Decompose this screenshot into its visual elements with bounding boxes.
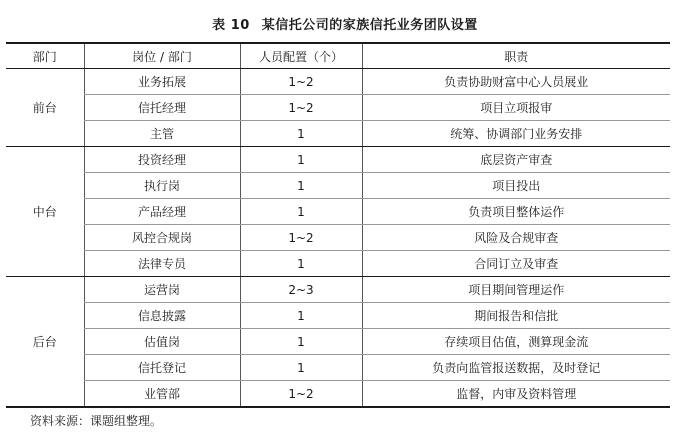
duty-cell: 统筹、协调部门业务安排 <box>362 121 670 147</box>
table-number: 表 10 <box>212 18 250 33</box>
post-cell: 业管部 <box>84 381 240 408</box>
table-row <box>6 225 670 251</box>
post-cell: 产品经理 <box>84 199 240 225</box>
header-row <box>6 43 670 69</box>
table-row <box>6 69 670 95</box>
duty-cell: 负责向监管报送数据，及时登记 <box>362 355 670 381</box>
table-row <box>6 121 670 147</box>
staff-cell: 1~2 <box>240 381 362 408</box>
staff-cell: 1 <box>240 173 362 199</box>
duty-cell: 风险及合规审查 <box>362 225 670 251</box>
department-cell: 后台 <box>6 277 84 408</box>
table-row <box>6 95 670 121</box>
table-row <box>6 303 670 329</box>
department-cell: 中台 <box>6 147 84 277</box>
duty-cell: 监督，内审及资料管理 <box>362 381 670 408</box>
table-row <box>6 277 670 303</box>
post-cell: 风控合规岗 <box>84 225 240 251</box>
post-cell: 运营岗 <box>84 277 240 303</box>
staff-cell: 1 <box>240 251 362 277</box>
post-cell: 信息披露 <box>84 303 240 329</box>
staff-cell: 1~2 <box>240 69 362 95</box>
source-note: 资料来源：课题组整理。 <box>30 414 163 428</box>
duty-cell: 项目投出 <box>362 173 670 199</box>
duty-cell: 负责项目整体运作 <box>362 199 670 225</box>
post-cell: 主管 <box>84 121 240 147</box>
post-cell: 信托登记 <box>84 355 240 381</box>
table-row <box>6 329 670 355</box>
table-caption <box>0 14 690 33</box>
duty-cell: 项目立项报审 <box>362 95 670 121</box>
table-row <box>6 355 670 381</box>
staff-cell: 1 <box>240 355 362 381</box>
table-row <box>6 173 670 199</box>
table-row <box>6 147 670 173</box>
duty-cell: 负责协助财富中心人员展业 <box>362 69 670 95</box>
header-staff: 人员配置（个） <box>240 43 362 69</box>
post-cell: 执行岗 <box>84 173 240 199</box>
staff-cell: 1 <box>240 303 362 329</box>
duty-cell: 合同订立及审查 <box>362 251 670 277</box>
staff-cell: 1 <box>240 199 362 225</box>
duty-cell: 存续项目估值，测算现金流 <box>362 329 670 355</box>
post-cell: 法律专员 <box>84 251 240 277</box>
duty-cell: 期间报告和信批 <box>362 303 670 329</box>
department-cell: 前台 <box>6 69 84 147</box>
staff-cell: 1 <box>240 329 362 355</box>
team-setup-table <box>6 42 670 408</box>
staff-cell: 1~2 <box>240 225 362 251</box>
post-cell: 业务拓展 <box>84 69 240 95</box>
post-cell: 投资经理 <box>84 147 240 173</box>
table-row <box>6 381 670 408</box>
duty-cell: 底层资产审查 <box>362 147 670 173</box>
staff-cell: 1~2 <box>240 95 362 121</box>
post-cell: 估值岗 <box>84 329 240 355</box>
header-post: 岗位 / 部门 <box>84 43 240 69</box>
staff-cell: 2~3 <box>240 277 362 303</box>
staff-cell: 1 <box>240 121 362 147</box>
duty-cell: 项目期间管理运作 <box>362 277 670 303</box>
staff-cell: 1 <box>240 147 362 173</box>
table-title: 某信托公司的家族信托业务团队设置 <box>261 18 478 33</box>
header-duty: 职责 <box>362 43 670 69</box>
header-department: 部门 <box>6 43 84 69</box>
table-row <box>6 251 670 277</box>
post-cell: 信托经理 <box>84 95 240 121</box>
table-row <box>6 199 670 225</box>
